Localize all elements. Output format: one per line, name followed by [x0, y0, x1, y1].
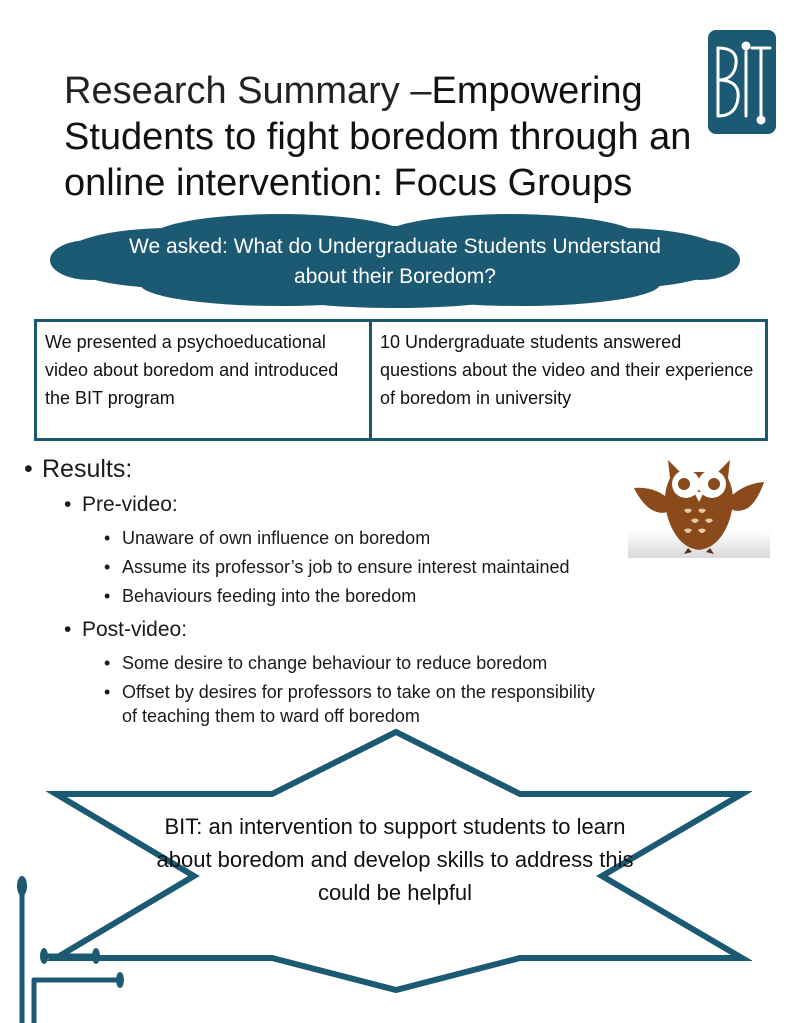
list-item	[22, 680, 662, 733]
bullet-icon: •	[24, 455, 33, 483]
results-list	[22, 452, 662, 733]
post-video-heading	[22, 615, 662, 645]
list-item-text: Unaware of own influence on boredom	[122, 528, 431, 548]
pre-video-heading	[22, 490, 662, 520]
pre-video-items	[22, 526, 662, 613]
pre-video-label: Pre-video:	[82, 493, 178, 516]
bullet-icon: •	[64, 618, 72, 641]
list-item	[22, 555, 662, 584]
title-prefix: Research Summary –	[64, 70, 432, 112]
title-main: Empowering Students to fight boredom through an online intervention: Focus Groups	[64, 70, 692, 204]
bullet-icon: •	[104, 653, 111, 673]
conclusion-text: BIT: an intervention to support students to learn about boredom and develop skills to address this could be helpful	[156, 814, 634, 905]
post-video-items	[22, 651, 662, 733]
owl-icon	[628, 448, 770, 558]
bullet-icon: •	[104, 586, 111, 606]
list-item-text: Assume its professor’s job to ensure interest maintained	[122, 557, 570, 577]
method-right-cell: 10 Undergraduate students answered questions about the video and their experience of boredom in university	[380, 332, 754, 408]
bullet-icon: •	[104, 528, 111, 548]
bullet-icon: •	[64, 493, 72, 516]
method-left-cell: We presented a psychoeducational video about boredom and introduced the BIT program	[37, 322, 372, 438]
list-item-text: Offset by desires for professors to take on the responsibility of teaching them to ward off boredom	[122, 682, 595, 726]
question-text: We asked: What do Undergraduate Students Understand about their Boredom?	[129, 235, 661, 288]
results-heading-text: Results:	[42, 455, 133, 483]
bit-decoration-icon	[0, 870, 130, 1023]
bullet-icon: •	[104, 557, 111, 577]
bit-logo-icon	[708, 30, 776, 134]
list-item	[22, 584, 662, 613]
list-item	[22, 526, 662, 555]
list-item-text: Some desire to change behaviour to reduce boredom	[122, 653, 548, 673]
results-heading	[22, 452, 662, 486]
bullet-icon: •	[104, 682, 111, 702]
method-table	[34, 319, 768, 441]
page-title	[64, 68, 734, 206]
list-item-text: Behaviours feeding into the boredom	[122, 586, 417, 606]
post-video-label: Post-video:	[82, 618, 188, 641]
list-item	[22, 651, 662, 680]
